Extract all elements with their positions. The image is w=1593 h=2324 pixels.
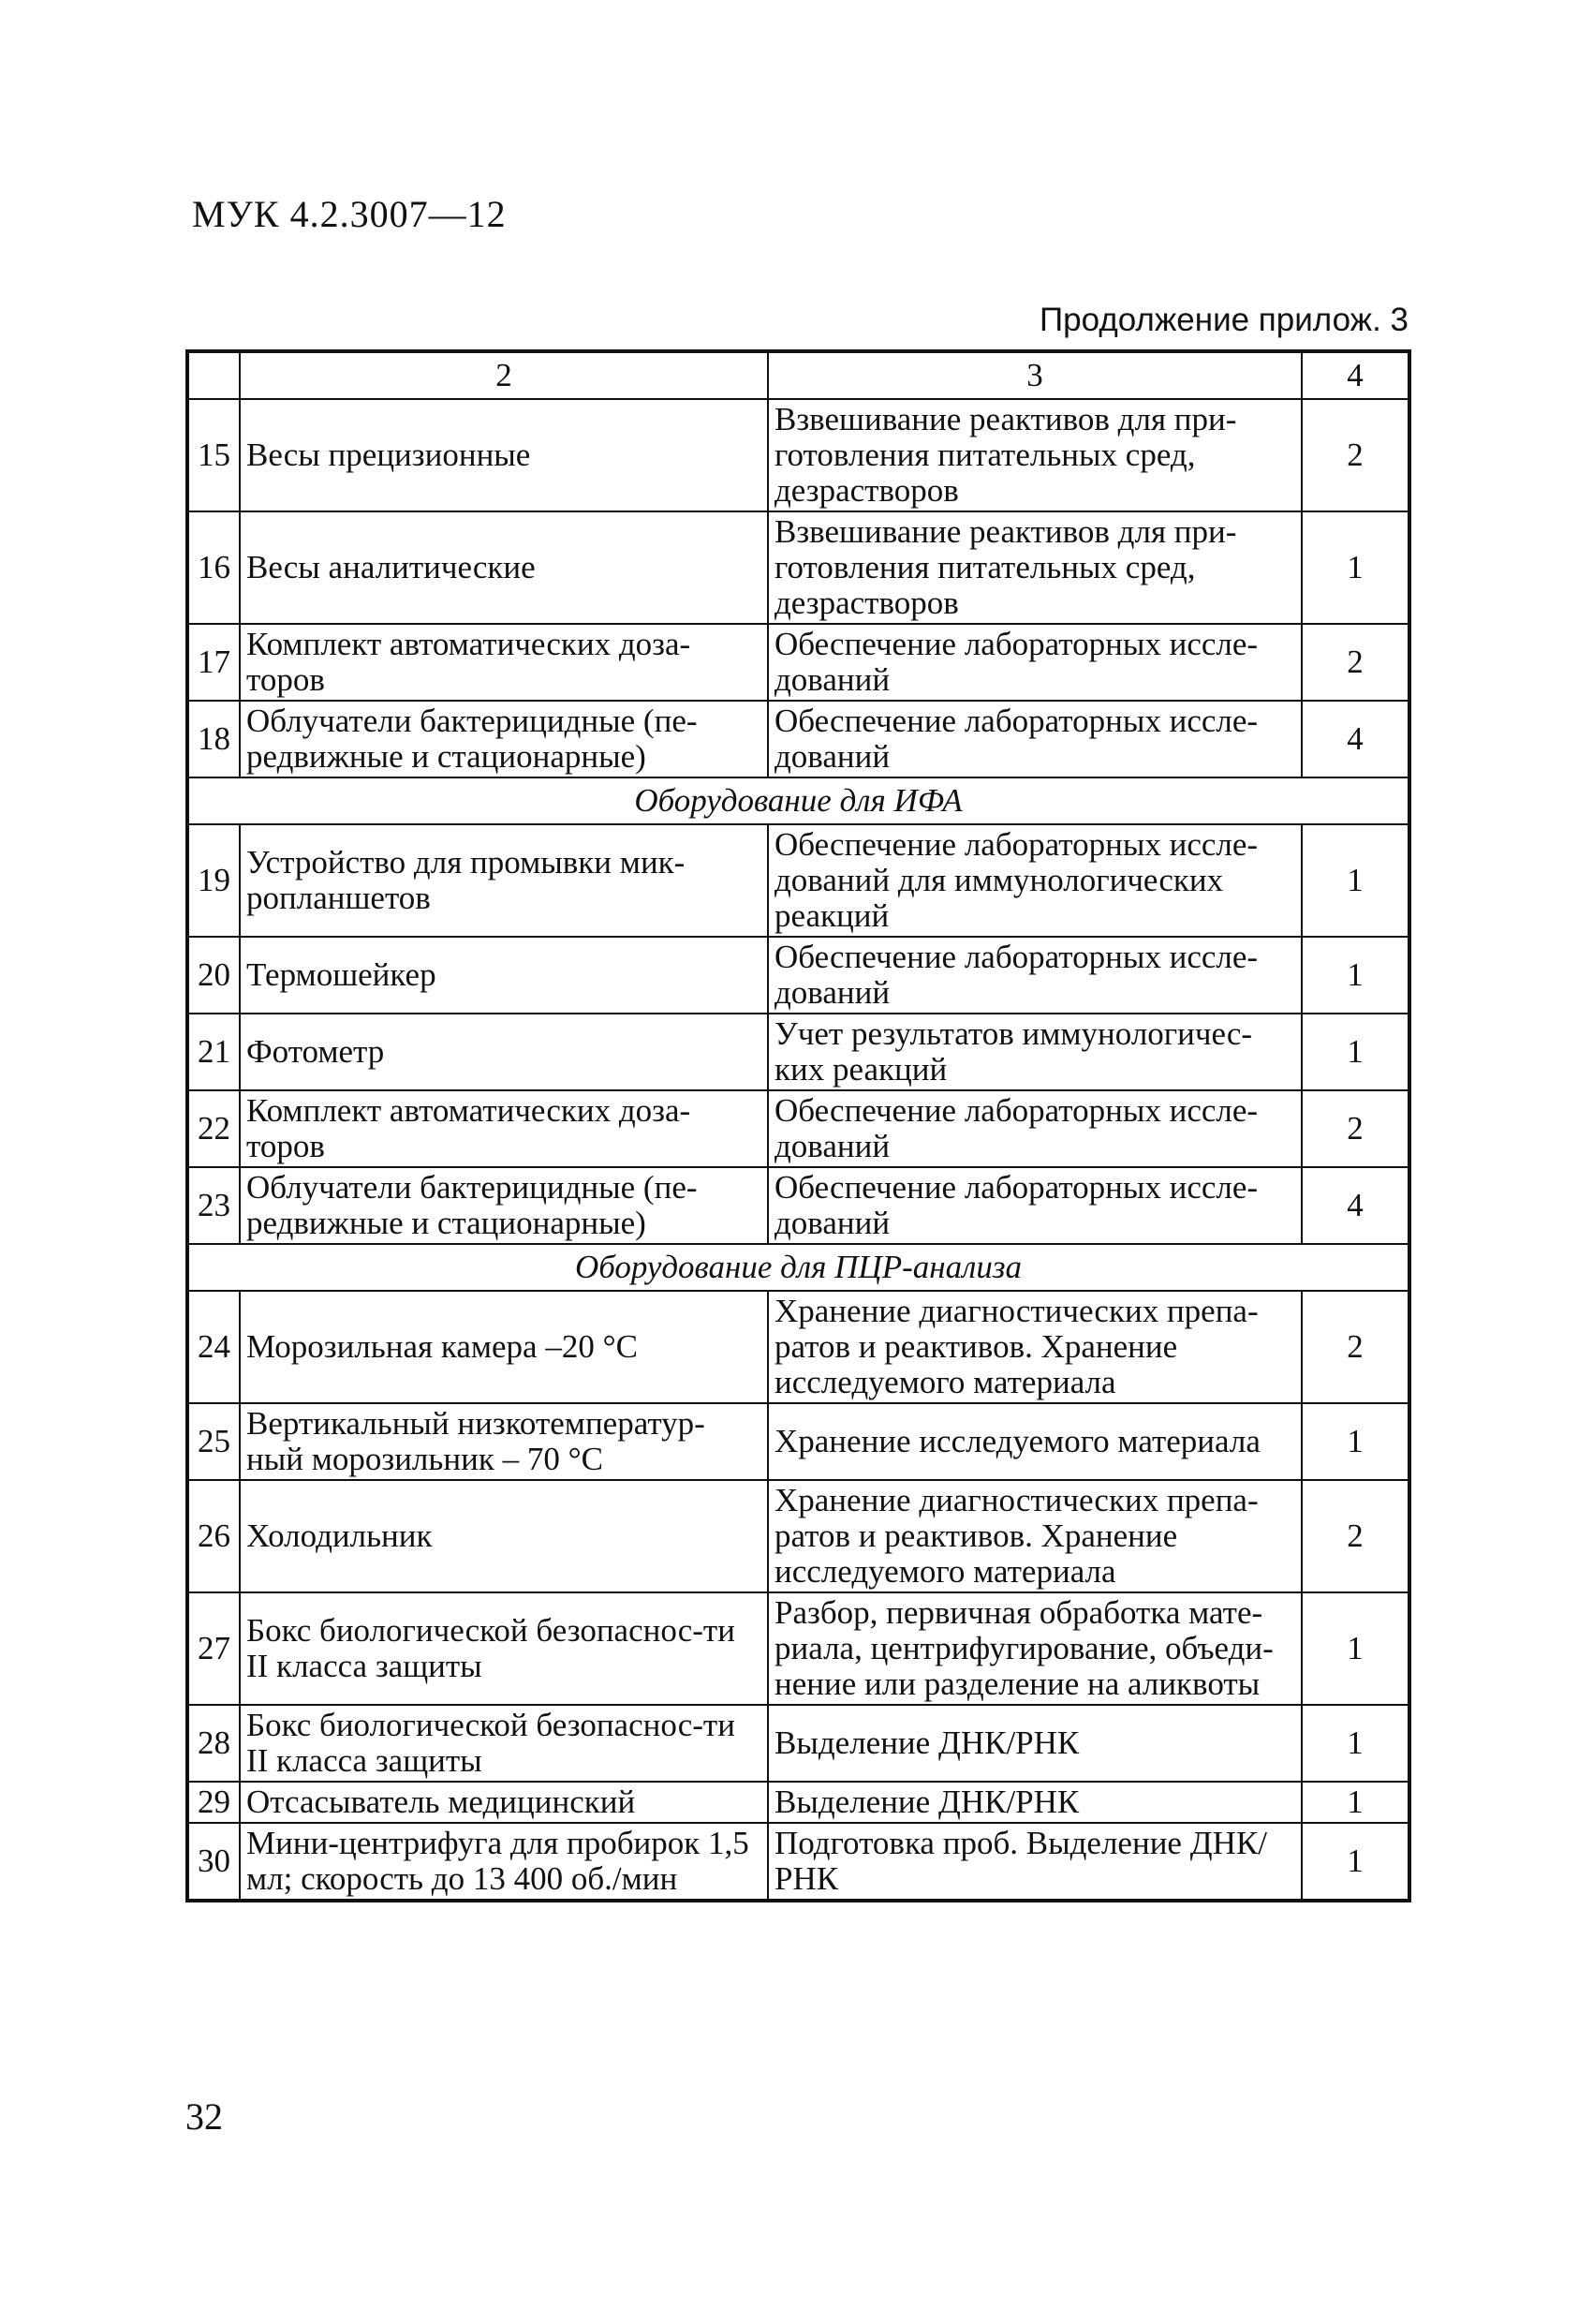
equipment-purpose: Обеспечение лабораторных иссле-дований	[768, 1090, 1302, 1167]
equipment-purpose: Хранение исследуемого материала	[768, 1403, 1302, 1480]
row-number: 25	[187, 1403, 240, 1480]
row-number: 19	[187, 824, 240, 937]
equipment-name: Комплект автоматических доза-торов	[240, 1090, 768, 1167]
equipment-quantity: 1	[1302, 511, 1409, 624]
equipment-purpose: Обеспечение лабораторных иссле-дований	[768, 1167, 1302, 1244]
equipment-quantity: 1	[1302, 1403, 1409, 1480]
table-row	[187, 399, 1409, 511]
row-number: 20	[187, 937, 240, 1014]
table-row	[187, 1167, 1409, 1244]
row-number: 17	[187, 624, 240, 701]
row-number: 26	[187, 1480, 240, 1592]
table-header-row	[187, 351, 1409, 399]
equipment-name: Весы аналитические	[240, 511, 768, 624]
appendix-continuation-label: Продолжение прилож. 3	[1040, 302, 1409, 338]
equipment-name: Бокс биологической безопаснос-ти II класса защиты	[240, 1592, 768, 1705]
equipment-quantity: 1	[1302, 937, 1409, 1014]
table-row	[187, 1014, 1409, 1090]
table-row	[187, 824, 1409, 937]
equipment-name: Фотометр	[240, 1014, 768, 1090]
table-row	[187, 624, 1409, 701]
page-number: 32	[185, 2095, 223, 2138]
equipment-purpose: Подготовка проб. Выделение ДНК/РНК	[768, 1823, 1302, 1901]
equipment-name: Устройство для промывки мик-ропланшетов	[240, 824, 768, 937]
equipment-name: Холодильник	[240, 1480, 768, 1592]
equipment-quantity: 1	[1302, 1782, 1409, 1823]
equipment-purpose: Обеспечение лабораторных иссле-дований	[768, 937, 1302, 1014]
row-number: 30	[187, 1823, 240, 1901]
equipment-quantity: 1	[1302, 1592, 1409, 1705]
table-row	[187, 511, 1409, 624]
equipment-name: Мини-центрифуга для пробирок 1,5 мл; скорость до 13 400 об./мин	[240, 1823, 768, 1901]
row-number: 16	[187, 511, 240, 624]
row-number: 18	[187, 701, 240, 777]
equipment-quantity: 2	[1302, 1090, 1409, 1167]
equipment-name: Отсасыватель медицинский	[240, 1782, 768, 1823]
equipment-purpose: Обеспечение лабораторных иссле-дований	[768, 701, 1302, 777]
row-number: 23	[187, 1167, 240, 1244]
equipment-quantity: 2	[1302, 1291, 1409, 1403]
equipment-purpose: Обеспечение лабораторных иссле-дований	[768, 624, 1302, 701]
column-header-name: 2	[240, 351, 768, 399]
table-row	[187, 1480, 1409, 1592]
equipment-quantity: 4	[1302, 1167, 1409, 1244]
equipment-purpose: Учет результатов иммунологичес-ких реакций	[768, 1014, 1302, 1090]
column-header-quantity: 4	[1302, 351, 1409, 399]
section-heading-row	[187, 1244, 1409, 1291]
section-heading: Оборудование для ПЦР-анализа	[187, 1244, 1409, 1291]
equipment-purpose: Хранение диагностических препа-ратов и реактивов. Хранение исследуемого материала	[768, 1291, 1302, 1403]
table-row	[187, 1403, 1409, 1480]
table-row	[187, 1592, 1409, 1705]
section-heading-row	[187, 777, 1409, 824]
equipment-name: Облучатели бактерицидные (пе-редвижные и стационарные)	[240, 1167, 768, 1244]
column-header-number	[187, 351, 240, 399]
equipment-purpose: Взвешивание реактивов для при-готовления питательных сред, дезрастворов	[768, 399, 1302, 511]
equipment-name: Комплект автоматических доза-торов	[240, 624, 768, 701]
equipment-quantity: 2	[1302, 1480, 1409, 1592]
table-row	[187, 1782, 1409, 1823]
row-number: 29	[187, 1782, 240, 1823]
equipment-name: Облучатели бактерицидные (пе-редвижные и стационарные)	[240, 701, 768, 777]
section-heading: Оборудование для ИФА	[187, 777, 1409, 824]
row-number: 24	[187, 1291, 240, 1403]
equipment-name: Морозильная камера –20 °С	[240, 1291, 768, 1403]
equipment-purpose: Хранение диагностических препа-ратов и реактивов. Хранение исследуемого материала	[768, 1480, 1302, 1592]
equipment-quantity: 1	[1302, 824, 1409, 937]
document-code: МУК 4.2.3007—12	[192, 193, 507, 235]
equipment-purpose: Обеспечение лабораторных иссле-дований для иммунологических реакций	[768, 824, 1302, 937]
row-number: 27	[187, 1592, 240, 1705]
table-row	[187, 1291, 1409, 1403]
equipment-quantity: 1	[1302, 1705, 1409, 1782]
equipment-purpose: Взвешивание реактивов для при-готовления питательных сред, дезрастворов	[768, 511, 1302, 624]
equipment-table-body	[187, 351, 1409, 1901]
column-header-purpose: 3	[768, 351, 1302, 399]
table-row	[187, 701, 1409, 777]
table-row	[187, 1823, 1409, 1901]
row-number: 22	[187, 1090, 240, 1167]
equipment-quantity: 4	[1302, 701, 1409, 777]
table-row	[187, 937, 1409, 1014]
equipment-quantity: 1	[1302, 1823, 1409, 1901]
row-number: 15	[187, 399, 240, 511]
row-number: 21	[187, 1014, 240, 1090]
table-row	[187, 1090, 1409, 1167]
equipment-purpose: Выделение ДНК/РНК	[768, 1705, 1302, 1782]
equipment-table	[185, 349, 1411, 1902]
equipment-quantity: 2	[1302, 399, 1409, 511]
equipment-name: Термошейкер	[240, 937, 768, 1014]
equipment-quantity: 1	[1302, 1014, 1409, 1090]
table-row	[187, 1705, 1409, 1782]
equipment-quantity: 2	[1302, 624, 1409, 701]
equipment-name: Весы прецизионные	[240, 399, 768, 511]
equipment-purpose: Разбор, первичная обработка мате-риала, центрифугирование, объеди-нение или разделение на аликвоты	[768, 1592, 1302, 1705]
row-number: 28	[187, 1705, 240, 1782]
equipment-name: Бокс биологической безопаснос-ти II класса защиты	[240, 1705, 768, 1782]
equipment-purpose: Выделение ДНК/РНК	[768, 1782, 1302, 1823]
equipment-name: Вертикальный низкотемператур-ный морозильник – 70 °С	[240, 1403, 768, 1480]
